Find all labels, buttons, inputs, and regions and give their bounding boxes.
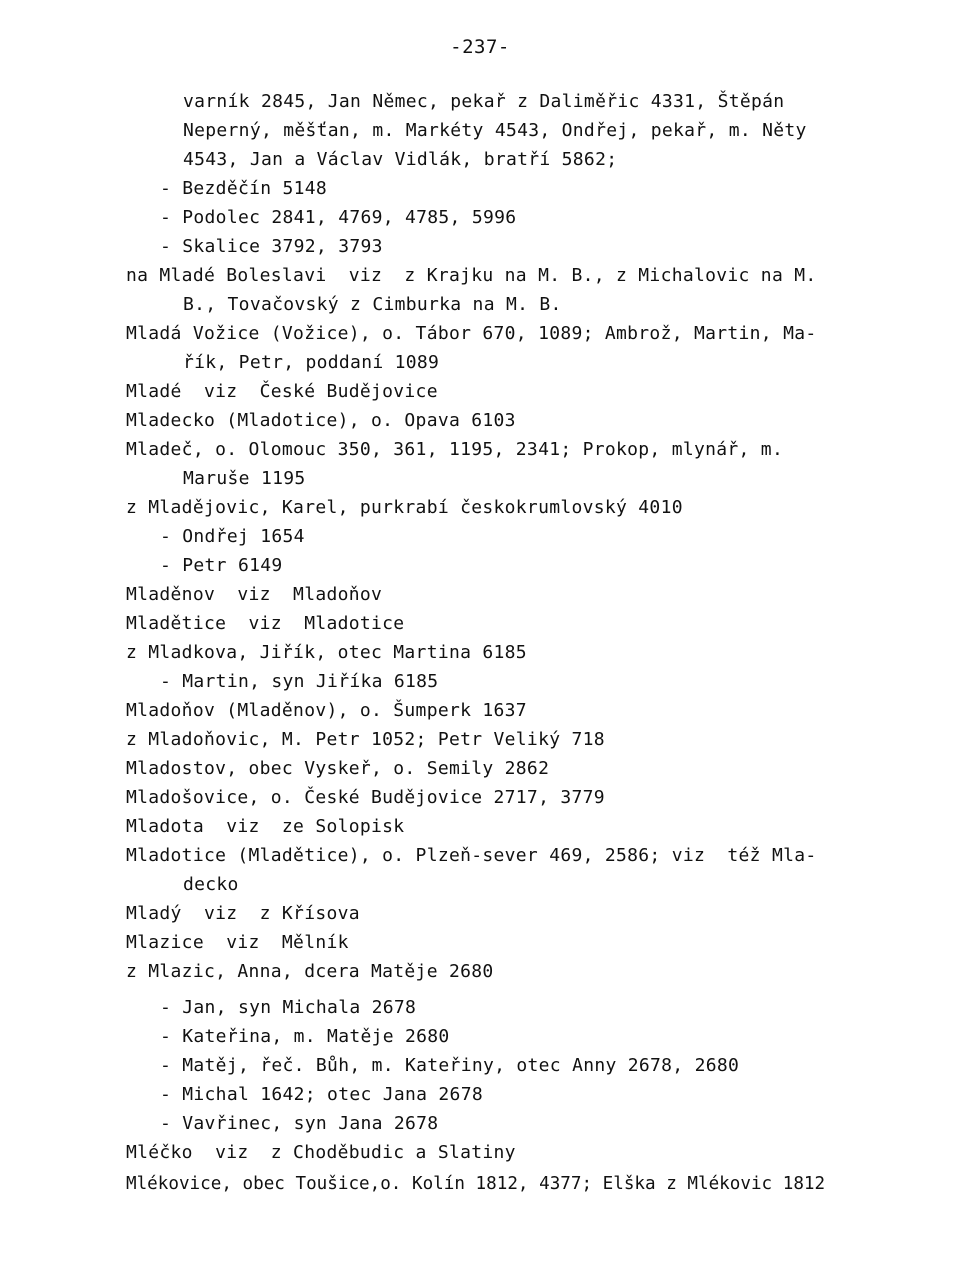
index-line: z Mladoňovic, M. Petr 1052; Petr Veliký 718 xyxy=(126,729,605,750)
index-line: - Michal 1642; otec Jana 2678 xyxy=(160,1084,483,1105)
index-line: Mladé viz České Budějovice xyxy=(126,381,438,402)
index-line: Mléčko viz z Choděbudic a Slatiny xyxy=(126,1142,516,1163)
index-line: Mlazice viz Mělník xyxy=(126,932,349,953)
index-line: Mladětice viz Mladotice xyxy=(126,613,405,634)
index-line: - Bezděčín 5148 xyxy=(160,178,328,199)
index-line: - Matěj, řeč. Bůh, m. Kateřiny, otec Anny 2678, 2680 xyxy=(160,1055,740,1076)
index-line: - Vavřinec, syn Jana 2678 xyxy=(160,1113,439,1134)
index-line: - Kateřina, m. Matěje 2680 xyxy=(160,1026,450,1047)
index-line: Mladá Vožice (Vožice), o. Tábor 670, 1089; Ambrož, Martin, Ma- xyxy=(126,323,817,344)
index-line: Maruše 1195 xyxy=(183,468,306,489)
index-line: decko xyxy=(183,874,239,895)
index-line: Neperný, měšťan, m. Markéty 4543, Ondřej, pekař, m. Něty xyxy=(183,120,807,141)
index-line: Mladecko (Mladotice), o. Opava 6103 xyxy=(126,410,516,431)
index-line: z Mladkova, Jiřík, otec Martina 6185 xyxy=(126,642,527,663)
index-line: B., Tovačovský z Cimburka na M. B. xyxy=(183,294,562,315)
index-line: Mladeč, o. Olomouc 350, 361, 1195, 2341; Prokop, mlynář, m. xyxy=(126,439,784,460)
index-line: Mlékovice, obec Toušice,o. Kolín 1812, 4377; Elška z Mlékovic 1812 xyxy=(126,1174,826,1194)
index-line: - Jan, syn Michala 2678 xyxy=(160,997,417,1018)
index-line: na Mladé Boleslavi viz z Krajku na M. B., z Michalovic na M. xyxy=(126,265,817,286)
index-line: z Mladějovic, Karel, purkrabí českokrumlovský 4010 xyxy=(126,497,683,518)
index-line: Mladošovice, o. České Budějovice 2717, 3779 xyxy=(126,787,605,808)
index-line: - Ondřej 1654 xyxy=(160,526,305,547)
index-line: Mladotice (Mladětice), o. Plzeň-sever 469, 2586; viz též Mla- xyxy=(126,845,817,866)
index-line: Mladota viz ze Solopisk xyxy=(126,816,405,837)
index-line: - Martin, syn Jiříka 6185 xyxy=(160,671,439,692)
index-line: řík, Petr, poddaní 1089 xyxy=(183,352,440,373)
index-line: varník 2845, Jan Němec, pekař z Daliměřic 4331, Štěpán xyxy=(183,91,785,112)
index-line: - Skalice 3792, 3793 xyxy=(160,236,383,257)
index-line: - Petr 6149 xyxy=(160,555,283,576)
index-line: - Podolec 2841, 4769, 4785, 5996 xyxy=(160,207,517,228)
index-line: Mladoňov (Mladěnov), o. Šumperk 1637 xyxy=(126,700,527,721)
index-line: Mladěnov viz Mladoňov xyxy=(126,584,383,605)
index-line: Mladý viz z Křísova xyxy=(126,903,360,924)
index-line: 4543, Jan a Václav Vidlák, bratří 5862; xyxy=(183,149,618,170)
index-line: Mladostov, obec Vyskeř, o. Semily 2862 xyxy=(126,758,550,779)
page-number: -237- xyxy=(450,36,510,58)
index-line: z Mlazic, Anna, dcera Matěje 2680 xyxy=(126,961,494,982)
